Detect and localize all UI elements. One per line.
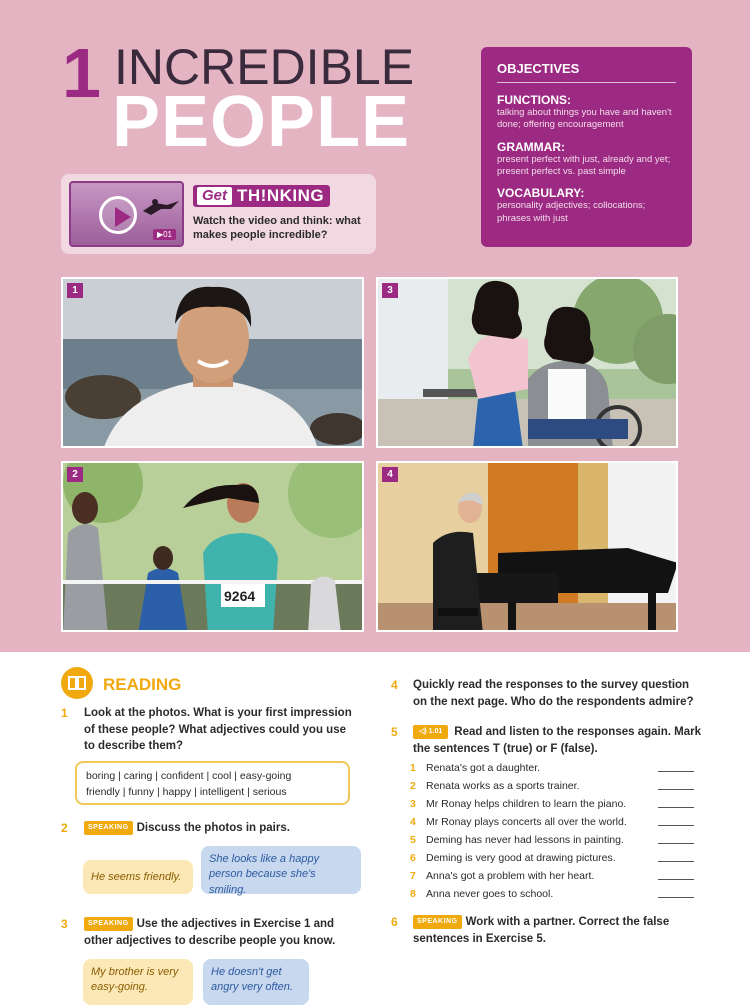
- answer-line[interactable]: [658, 861, 694, 862]
- statement-text: Anna's got a problem with her heart.: [426, 870, 595, 882]
- exercise-3-number: 3: [61, 917, 68, 931]
- photo-4-number: 4: [382, 467, 398, 482]
- objectives-grammar-text: present perfect with just, already and yet; present perfect vs. past simple: [497, 153, 671, 178]
- exercise-1-number: 1: [61, 706, 68, 720]
- photo-2: [61, 461, 364, 632]
- svg-text:9264: 9264: [224, 588, 256, 604]
- photo-3: [376, 277, 678, 448]
- video-thumbnail[interactable]: [69, 181, 184, 247]
- list-item: 6 Deming is very good at drawing pictures.: [410, 849, 700, 867]
- photo-3-image: [378, 279, 678, 448]
- exercise-5-instructions: [413, 724, 703, 757]
- jumper-silhouette-icon: [141, 197, 181, 219]
- list-item: 3 Mr Ronay helps children to learn the piano.: [410, 795, 700, 813]
- answer-line[interactable]: [658, 807, 694, 808]
- list-item: 5 Deming has never had lessons in painting.: [410, 831, 700, 849]
- photo-4-image: [378, 463, 678, 632]
- statement-text: Anna never goes to school.: [426, 888, 554, 900]
- list-item: 2 Renata works as a sports trainer.: [410, 777, 700, 795]
- unit-title-line1: INCREDIBLE: [114, 39, 415, 95]
- answer-line[interactable]: [658, 879, 694, 880]
- exercise-6-number: 6: [391, 915, 398, 929]
- exercise-4-instructions: Quickly read the responses to the survey question on the next page. Who do the respondents admire?: [413, 679, 694, 708]
- video-number-badge: ▶01: [153, 229, 176, 240]
- list-item: 7 Anna's got a problem with her heart.: [410, 867, 700, 885]
- photo-4: [376, 461, 678, 632]
- objectives-grammar-heading: GRAMMAR:: [497, 139, 565, 154]
- photo-2-image: [63, 463, 364, 632]
- exercise-6-text: Work with a partner. Correct the false sentences in Exercise 5.: [413, 916, 670, 945]
- answer-line[interactable]: [658, 771, 694, 772]
- get-word: Get: [197, 187, 232, 205]
- book-icon: [61, 667, 93, 699]
- photo-1: [61, 277, 364, 448]
- statement-text: Renata works as a sports trainer.: [426, 780, 580, 792]
- list-item: 1 Renata's got a daughter.: [410, 759, 700, 777]
- photo-1-image: [63, 279, 364, 448]
- exercise-5-number: 5: [391, 725, 398, 739]
- objectives-functions-heading: FUNCTIONS:: [497, 93, 571, 107]
- answer-line[interactable]: [658, 843, 694, 844]
- thinking-word: TH!NKING: [237, 186, 325, 205]
- get-thinking-logo: [193, 185, 330, 207]
- answer-line[interactable]: [658, 897, 694, 898]
- unit-title-line2: PEOPLE: [112, 82, 411, 162]
- objectives-box: [481, 47, 692, 247]
- exercise-1-instructions: Look at the photos. What is your first impression of these people? What adjectives could you use to describe them?: [84, 707, 352, 753]
- photo-2-number: 2: [67, 467, 83, 482]
- speaking-tag: SPEAKING: [84, 917, 133, 931]
- speaking-tag: SPEAKING: [413, 915, 462, 929]
- get-thinking-panel: [61, 174, 376, 254]
- audio-track-badge[interactable]: ◁) 1.01: [413, 725, 448, 739]
- unit-number: 1: [62, 34, 101, 112]
- statement-text: Renata's got a daughter.: [426, 762, 541, 774]
- exercise-4-number: 4: [391, 678, 398, 692]
- adjective-word-box: [75, 761, 350, 805]
- statement-text: Deming has never had lessons in painting.: [426, 834, 624, 846]
- statement-text: Deming is very good at drawing pictures.: [426, 852, 616, 864]
- adjective-words-line2: friendly | funny | happy | intelligent | serious: [86, 786, 287, 799]
- exercise-2-instructions: [84, 820, 359, 837]
- exercise-3-instructions: [84, 916, 364, 949]
- photo-3-number: 3: [382, 283, 398, 298]
- list-item: 8 Anna never goes to school.: [410, 885, 700, 903]
- photo-1-number: 1: [67, 283, 83, 298]
- statement-text: Mr Ronay plays concerts all over the world.: [426, 816, 627, 828]
- objectives-vocabulary-heading: VOCABULARY:: [497, 186, 585, 201]
- get-thinking-prompt: Watch the video and think: what makes people incredible?: [193, 215, 361, 242]
- exercise-2-number: 2: [61, 821, 68, 835]
- statement-text: Mr Ronay helps children to learn the piano.: [426, 798, 627, 810]
- speech-bubble-she-looks-happy: She looks like a happy person because she's smiling.: [201, 846, 361, 894]
- objectives-functions-text: talking about things you have and haven't done; offering encouragement: [497, 107, 672, 131]
- speech-bubble-doesnt-get-angry: He doesn't get angry very often.: [203, 959, 309, 1005]
- objectives-title: OBJECTIVES: [497, 61, 676, 83]
- exercise-6-instructions: [413, 914, 703, 947]
- answer-line[interactable]: [658, 789, 694, 790]
- speech-bubble-he-seems-friendly: He seems friendly.: [83, 860, 193, 894]
- answer-line[interactable]: [658, 825, 694, 826]
- true-false-list: [410, 759, 700, 903]
- adjective-words-line1: boring | caring | confident | cool | easy-going: [86, 770, 292, 782]
- speech-bubble-brother-easy-going: My brother is very easy-going.: [83, 959, 193, 1005]
- exercise-3-text: Use the adjectives in Exercise 1 and other adjectives to describe people you know.: [84, 918, 336, 947]
- speaking-tag: SPEAKING: [84, 821, 133, 835]
- exercise-5-text: Read and listen to the responses again. Mark the sentences T (true) or F (false).: [413, 726, 701, 755]
- play-icon[interactable]: [99, 196, 137, 234]
- list-item: 4 Mr Ronay plays concerts all over the world.: [410, 813, 700, 831]
- exercise-2-text: Discuss the photos in pairs.: [136, 822, 290, 834]
- objectives-vocabulary-text: personality adjectives; collocations; phrases with just: [497, 200, 646, 224]
- reading-section-title: READING: [103, 675, 182, 694]
